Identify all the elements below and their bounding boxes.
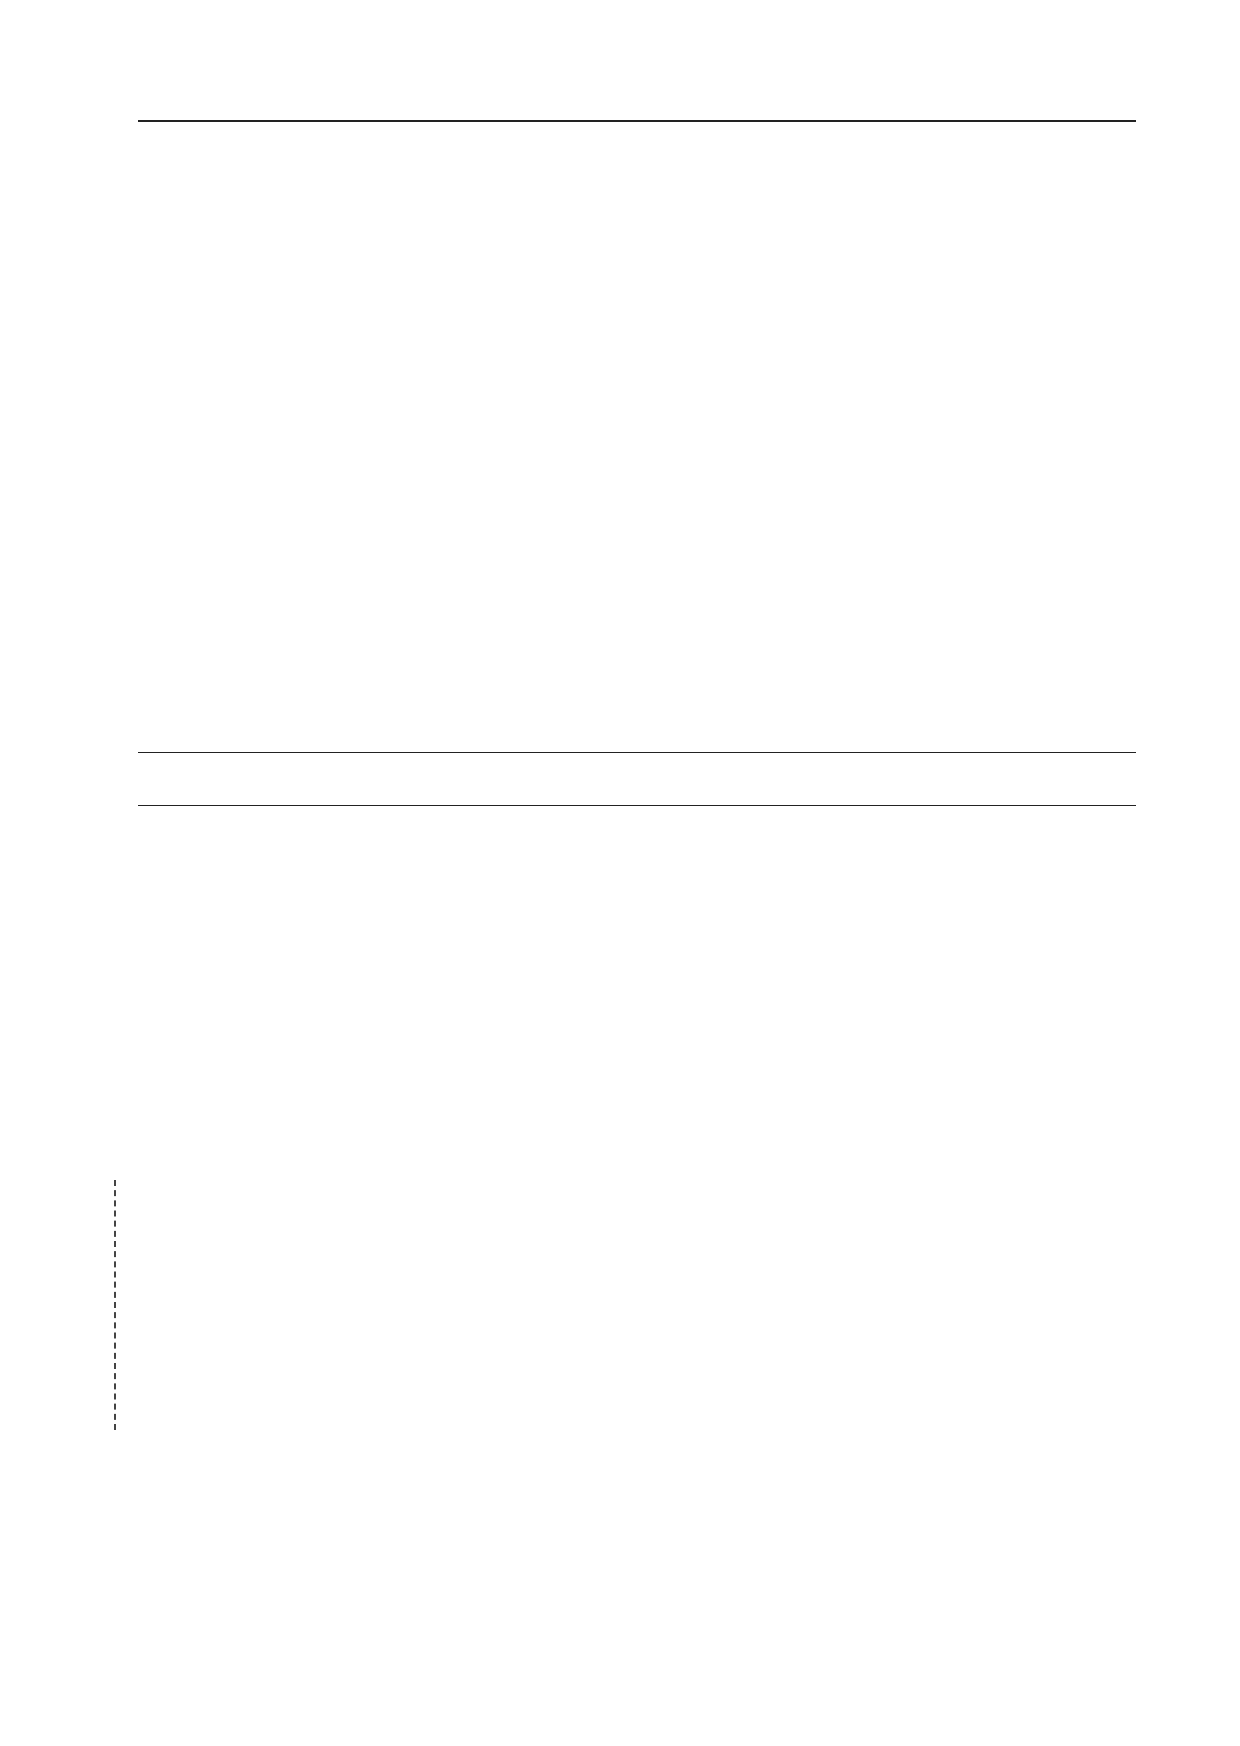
outer-top-line xyxy=(138,120,1136,122)
document-number-field xyxy=(112,1180,116,1430)
manuscript-divider-band xyxy=(138,752,1136,806)
